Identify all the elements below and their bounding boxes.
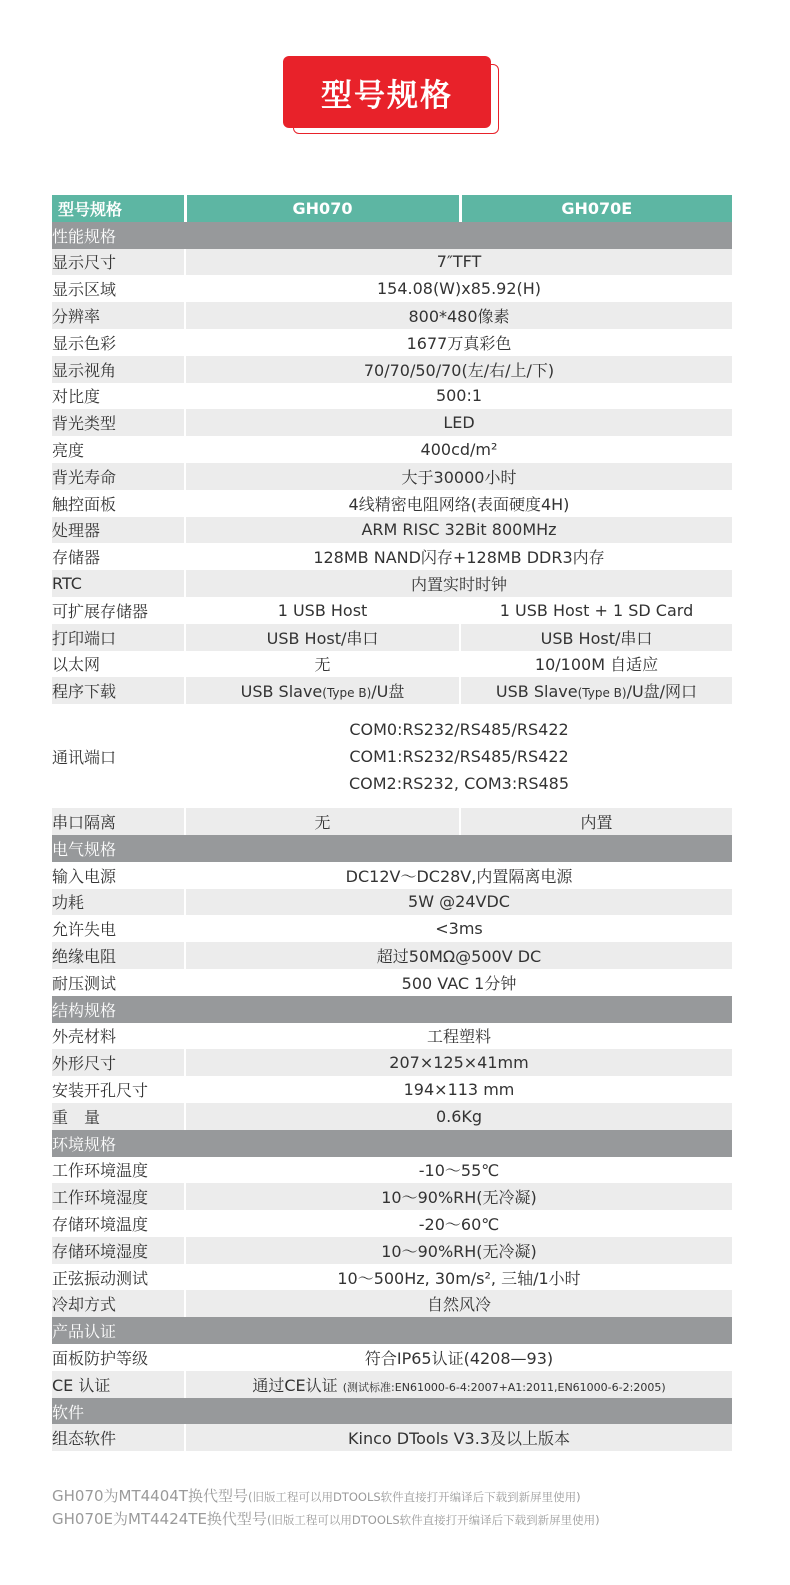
table-row xyxy=(52,490,732,517)
row-label: RTC xyxy=(52,570,185,597)
row-value: 500:1 xyxy=(185,383,732,410)
table-row xyxy=(52,1344,732,1371)
section-header: 产品认证 xyxy=(52,1317,732,1344)
row-value: 128MB NAND闪存+128MB DDR3内存 xyxy=(185,543,732,570)
row-value: 400cd/m² xyxy=(185,436,732,463)
footer-notes xyxy=(52,1485,772,1531)
table-row xyxy=(52,356,732,383)
row-value: 500 VAC 1分钟 xyxy=(185,969,732,996)
row-value xyxy=(185,704,732,808)
row-value: ARM RISC 32Bit 800MHz xyxy=(185,517,732,544)
row-label: 背光寿命 xyxy=(52,463,185,490)
table-row xyxy=(52,942,732,969)
table-row xyxy=(52,1157,732,1184)
row-label: 显示区域 xyxy=(52,275,185,302)
table-row xyxy=(52,1049,732,1076)
row-label: 显示色彩 xyxy=(52,329,185,356)
table-row xyxy=(52,1290,732,1317)
row-value-gh070e: USB Host/串口 xyxy=(460,624,732,651)
row-label: 面板防护等级 xyxy=(52,1344,185,1371)
row-value: 0.6Kg xyxy=(185,1103,732,1130)
row-value-gh070: USB Host/串口 xyxy=(185,624,460,651)
com-port-line: COM2:RS232, COM3:RS485 xyxy=(348,773,570,793)
table-row xyxy=(52,677,732,704)
row-value-gh070: 1 USB Host xyxy=(185,597,460,624)
row-value-gh070e: 1 USB Host + 1 SD Card xyxy=(460,597,732,624)
footer-note: (旧版工程可以用DTOOLS软件直接打开编译后下载到新屏里使用) xyxy=(266,1513,600,1527)
table-row xyxy=(52,517,732,544)
row-value-gh070e: 10/100M 自适应 xyxy=(460,651,732,678)
table-row xyxy=(52,1371,732,1398)
row-label: 分辨率 xyxy=(52,302,185,329)
row-value: 7″TFT xyxy=(185,249,732,276)
row-value: -10～55℃ xyxy=(185,1157,732,1184)
row-label: 以太网 xyxy=(52,651,185,678)
row-value: 10～500Hz, 30m/s², 三轴/1小时 xyxy=(185,1264,732,1291)
row-label: 安装开孔尺寸 xyxy=(52,1076,185,1103)
ce-note: (测试标准:EN61000-6-4:2007+A1:2011,EN61000-6-2:2005) xyxy=(342,1380,666,1394)
row-value-gh070: 无 xyxy=(185,808,460,835)
row-value: 194×113 mm xyxy=(185,1076,732,1103)
table-row xyxy=(52,1103,732,1130)
footer-main: GH070E为MT4424TE换代型号 xyxy=(52,1510,267,1528)
row-value: LED xyxy=(185,409,732,436)
row-label: 存储环境湿度 xyxy=(52,1237,185,1264)
row-label: 程序下载 xyxy=(52,677,185,704)
row-label: 绝缘电阻 xyxy=(52,942,185,969)
header-label: 型号规格 xyxy=(52,195,185,222)
row-label: 背光类型 xyxy=(52,409,185,436)
table-row xyxy=(52,624,732,651)
footer-main: GH070为MT4404T换代型号 xyxy=(52,1487,248,1505)
spec-table xyxy=(52,195,732,1451)
section-header: 环境规格 xyxy=(52,1130,732,1157)
row-label: 显示视角 xyxy=(52,356,185,383)
row-label: 处理器 xyxy=(52,517,185,544)
row-label: CE 认证 xyxy=(52,1371,185,1398)
row-label: 工作环境温度 xyxy=(52,1157,185,1184)
row-label: 可扩展存储器 xyxy=(52,597,185,624)
row-label: 耐压测试 xyxy=(52,969,185,996)
row-label: 允许失电 xyxy=(52,915,185,942)
row-label: 存储器 xyxy=(52,543,185,570)
row-label: 外形尺寸 xyxy=(52,1049,185,1076)
footer-line xyxy=(52,1485,772,1508)
page-title: 型号规格 xyxy=(283,56,491,128)
table-row xyxy=(52,1076,732,1103)
row-value: 10～90%RH(无冷凝) xyxy=(185,1237,732,1264)
table-row xyxy=(52,1023,732,1050)
table-row xyxy=(52,543,732,570)
table-row xyxy=(52,463,732,490)
row-value-gh070e: 内置 xyxy=(460,808,732,835)
row-value-gh070: 无 xyxy=(185,651,460,678)
download-type: (Type B) xyxy=(322,686,372,701)
row-value: 70/70/50/70(左/右/上/下) xyxy=(185,356,732,383)
row-label: 存储环境温度 xyxy=(52,1210,185,1237)
table-row xyxy=(52,329,732,356)
row-label: 冷却方式 xyxy=(52,1290,185,1317)
table-row xyxy=(52,409,732,436)
table-row xyxy=(52,969,732,996)
row-value: 1677万真彩色 xyxy=(185,329,732,356)
table-row xyxy=(52,808,732,835)
table-row xyxy=(52,915,732,942)
table-row xyxy=(52,383,732,410)
download-extra: /U盘 xyxy=(371,682,405,702)
row-label: 通讯端口 xyxy=(52,704,185,808)
row-value: 超过50MΩ@500V DC xyxy=(185,942,732,969)
table-row xyxy=(52,862,732,889)
table-row xyxy=(52,704,732,808)
row-label: 打印端口 xyxy=(52,624,185,651)
section-header: 软件 xyxy=(52,1398,732,1425)
row-value: 大于30000小时 xyxy=(185,463,732,490)
row-value: 207×125×41mm xyxy=(185,1049,732,1076)
header-model-gh070e: GH070E xyxy=(460,195,732,222)
footer-line xyxy=(52,1508,772,1531)
row-value: 工程塑料 xyxy=(185,1023,732,1050)
table-row xyxy=(52,1183,732,1210)
row-value: 自然风冷 xyxy=(185,1290,732,1317)
row-label: 亮度 xyxy=(52,436,185,463)
row-label: 工作环境湿度 xyxy=(52,1183,185,1210)
table-row xyxy=(52,275,732,302)
com-port-line: COM1:RS232/RS485/RS422 xyxy=(349,746,569,766)
row-label: 串口隔离 xyxy=(52,808,185,835)
row-label: 显示尺寸 xyxy=(52,249,185,276)
row-label: 正弦振动测试 xyxy=(52,1264,185,1291)
table-row xyxy=(52,1264,732,1291)
row-value: 154.08(W)x85.92(H) xyxy=(185,275,732,302)
table-row xyxy=(52,1210,732,1237)
table-row xyxy=(52,436,732,463)
table-header xyxy=(52,195,732,222)
ce-main: 通过CE认证 xyxy=(252,1375,338,1395)
table-row xyxy=(52,1424,732,1451)
table-row xyxy=(52,597,732,624)
row-value: 内置实时时钟 xyxy=(185,570,732,597)
download-main: USB Slave xyxy=(495,682,578,702)
row-value: 5W @24VDC xyxy=(185,889,732,916)
table-row xyxy=(52,249,732,276)
table-row xyxy=(52,570,732,597)
download-type: (Type B) xyxy=(577,686,627,701)
row-label: 组态软件 xyxy=(52,1424,185,1451)
row-value-gh070 xyxy=(185,677,460,704)
row-label: 对比度 xyxy=(52,383,185,410)
row-label: 触控面板 xyxy=(52,490,185,517)
row-label: 输入电源 xyxy=(52,862,185,889)
row-value: -20～60℃ xyxy=(185,1210,732,1237)
row-value: DC12V～DC28V,内置隔离电源 xyxy=(185,862,732,889)
com-port-line: COM0:RS232/RS485/RS422 xyxy=(349,719,569,739)
row-value: <3ms xyxy=(185,915,732,942)
row-value: 4线精密电阻网络(表面硬度4H) xyxy=(185,490,732,517)
page-title-badge xyxy=(283,56,499,136)
row-label: 外壳材料 xyxy=(52,1023,185,1050)
row-value xyxy=(185,1371,732,1398)
row-label: 功耗 xyxy=(52,889,185,916)
row-value: Kinco DTools V3.3及以上版本 xyxy=(185,1424,732,1451)
section-header: 性能规格 xyxy=(52,222,732,249)
table-row xyxy=(52,1237,732,1264)
footer-note: (旧版工程可以用DTOOLS软件直接打开编译后下载到新屏里使用) xyxy=(247,1490,581,1504)
download-main: USB Slave xyxy=(240,682,323,702)
row-value: 符合IP65认证(4208—93) xyxy=(185,1344,732,1371)
table-row xyxy=(52,889,732,916)
row-label: 重 量 xyxy=(52,1103,185,1130)
row-value-gh070e xyxy=(460,677,732,704)
download-extra: /U盘/网口 xyxy=(626,682,698,702)
row-value: 10～90%RH(无冷凝) xyxy=(185,1183,732,1210)
section-header: 电气规格 xyxy=(52,835,732,862)
section-header: 结构规格 xyxy=(52,996,732,1023)
table-row xyxy=(52,651,732,678)
table-row xyxy=(52,302,732,329)
row-value: 800*480像素 xyxy=(185,302,732,329)
header-model-gh070: GH070 xyxy=(185,195,460,222)
